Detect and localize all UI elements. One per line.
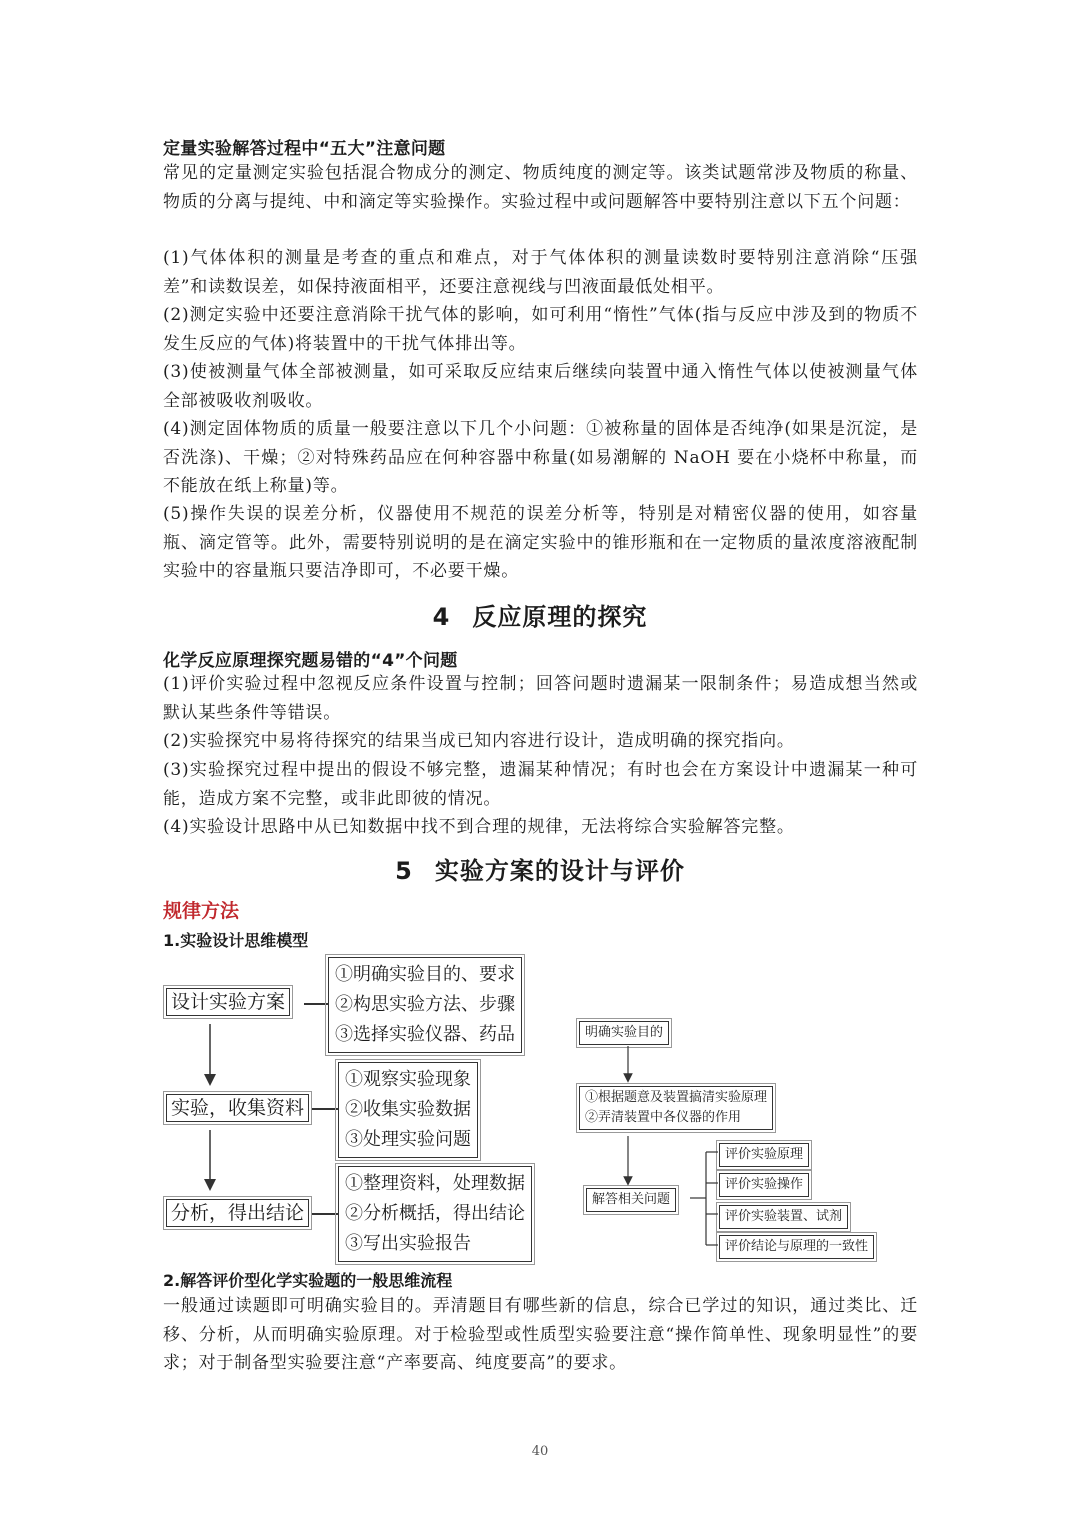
list-item: ①整理资料，处理数据 (345, 1173, 525, 1194)
list-item: ②分析概括，得出结论 (345, 1203, 525, 1224)
principle-item-3: (3)实验探究过程中提出的假设不够完整，遗漏某种情况；有时也会在方案设计中遗漏某一种可能，造成方案不完整，或非此即彼的情况。 (163, 760, 918, 809)
goal-box: 明确实验目的 (579, 1021, 669, 1045)
item-2: (2)测定实验中还要注意消除干扰气体的影响，如可利用“惰性”气体(指与反应中涉及到的物质不发生反应的气体)将装置中的干扰气体排出等。 (163, 305, 918, 354)
chapter-number: 4 (432, 603, 451, 631)
step-box-collect: 实验，收集资料 (166, 1094, 309, 1122)
list-item: ②构思实验方法、步骤 (335, 994, 515, 1015)
principle-item-4: (4)实验设计思路中从已知数据中找不到合理的规律，无法将综合实验解答完整。 (163, 817, 795, 837)
list-item: ①根据题意及装置搞清实验原理 (585, 1090, 768, 1105)
item-3: (3)使被测量气体全部被测量，如可采取反应结束后继续向装置中通入惰性气体以使被测量气体全部被吸收剂吸收。 (163, 362, 918, 411)
bracket-connector (690, 1152, 718, 1245)
chapter-number: 5 (395, 857, 413, 885)
list-item: ③处理实验问题 (345, 1129, 471, 1150)
item-4: (4)测定固体物质的质量一般要注意以下几个小问题：①被称量的固体是否纯净(如果是沉淀，是否洗涤)、干燥；②对特殊药品应在何种容器中称量(如易潮解的 NaOH 要在小烧杯中称量，而不能放在纸上称量)等。 (163, 419, 918, 496)
item-1: (1)气体体积的测量是考查的重点和难点，对于气体体积的测量读数时要特别注意消除“压强差”和读数误差，如保持液面相平，还要注意视线与凹液面最低处相平。 (163, 248, 918, 297)
page-number: 40 (531, 1444, 549, 1459)
list-item: ②收集实验数据 (345, 1099, 471, 1120)
principle-item-2: (2)实验探究中易将待探究的结果当成已知内容进行设计，造成明确的探究指向。 (163, 731, 795, 751)
eval-box: 评价实验操作 (719, 1173, 809, 1197)
evaluation-paragraph: 一般通过读题即可明确实验目的。弄清题目有哪些新的信息，综合已学过的知识，通过类比、迁移、分析，从而明确实验原理。对于检验型或性质型实验要注意“操作简单性、现象明显性”的要求；对于制备型实验要注意“产率要高、纯度要高”的要求。 (163, 1296, 918, 1373)
method-heading: 规律方法 (163, 900, 240, 922)
step-box-design: 设计实验方案 (166, 988, 290, 1016)
item-5: (5)操作失误的误差分析，仪器使用不规范的误差分析等，特别是对精密仪器的使用，如容量瓶、滴定管等。此外，需要特别说明的是在滴定实验中的锥形瓶和在一定物质的量浓度溶液配制实验中的容量瓶只要洁净即可，不必要干燥。 (163, 504, 918, 581)
eval-box: 评价实验原理 (719, 1143, 809, 1167)
step-box-analyze: 分析，得出结论 (166, 1199, 309, 1227)
eval-box: 评价实验装置、试剂 (719, 1205, 848, 1229)
section-title-quantitative: 定量实验解答过程中“五大”注意问题 (163, 139, 446, 159)
list-item: ③写出实验报告 (345, 1233, 471, 1254)
list-item: ②弄清装置中各仪器的作用 (585, 1110, 742, 1125)
list-item: ③选择实验仪器、药品 (335, 1024, 515, 1045)
intro-paragraph: 常见的定量测定实验包括混合物成分的测定、物质纯度的测定等。该类试题常涉及物质的称量、物质的分离与提纯、中和滴定等实验操作。实验过程中或问题解答中要特别注意以下五个问题： (163, 163, 918, 212)
answer-box: 解答相关问题 (586, 1188, 676, 1212)
subheading-design-model: 1.实验设计思维模型 (163, 931, 309, 950)
list-item: ①观察实验现象 (345, 1069, 471, 1090)
chapter-title: 反应原理的探究 (472, 603, 648, 631)
subheading-evaluation-flow: 2.解答评价型化学实验题的一般思维流程 (163, 1271, 453, 1290)
section-title-principle: 化学反应原理探究题易错的“4”个问题 (163, 651, 458, 671)
principle-item-1: (1)评价实验过程中忽视反应条件设置与控制；回答问题时遗漏某一限制条件；易造成想当然或默认某些条件等错误。 (163, 674, 918, 723)
chapter-title: 实验方案的设计与评价 (434, 857, 685, 885)
list-item: ①明确实验目的、要求 (335, 964, 515, 985)
eval-box: 评价结论与原理的一致性 (719, 1235, 874, 1259)
